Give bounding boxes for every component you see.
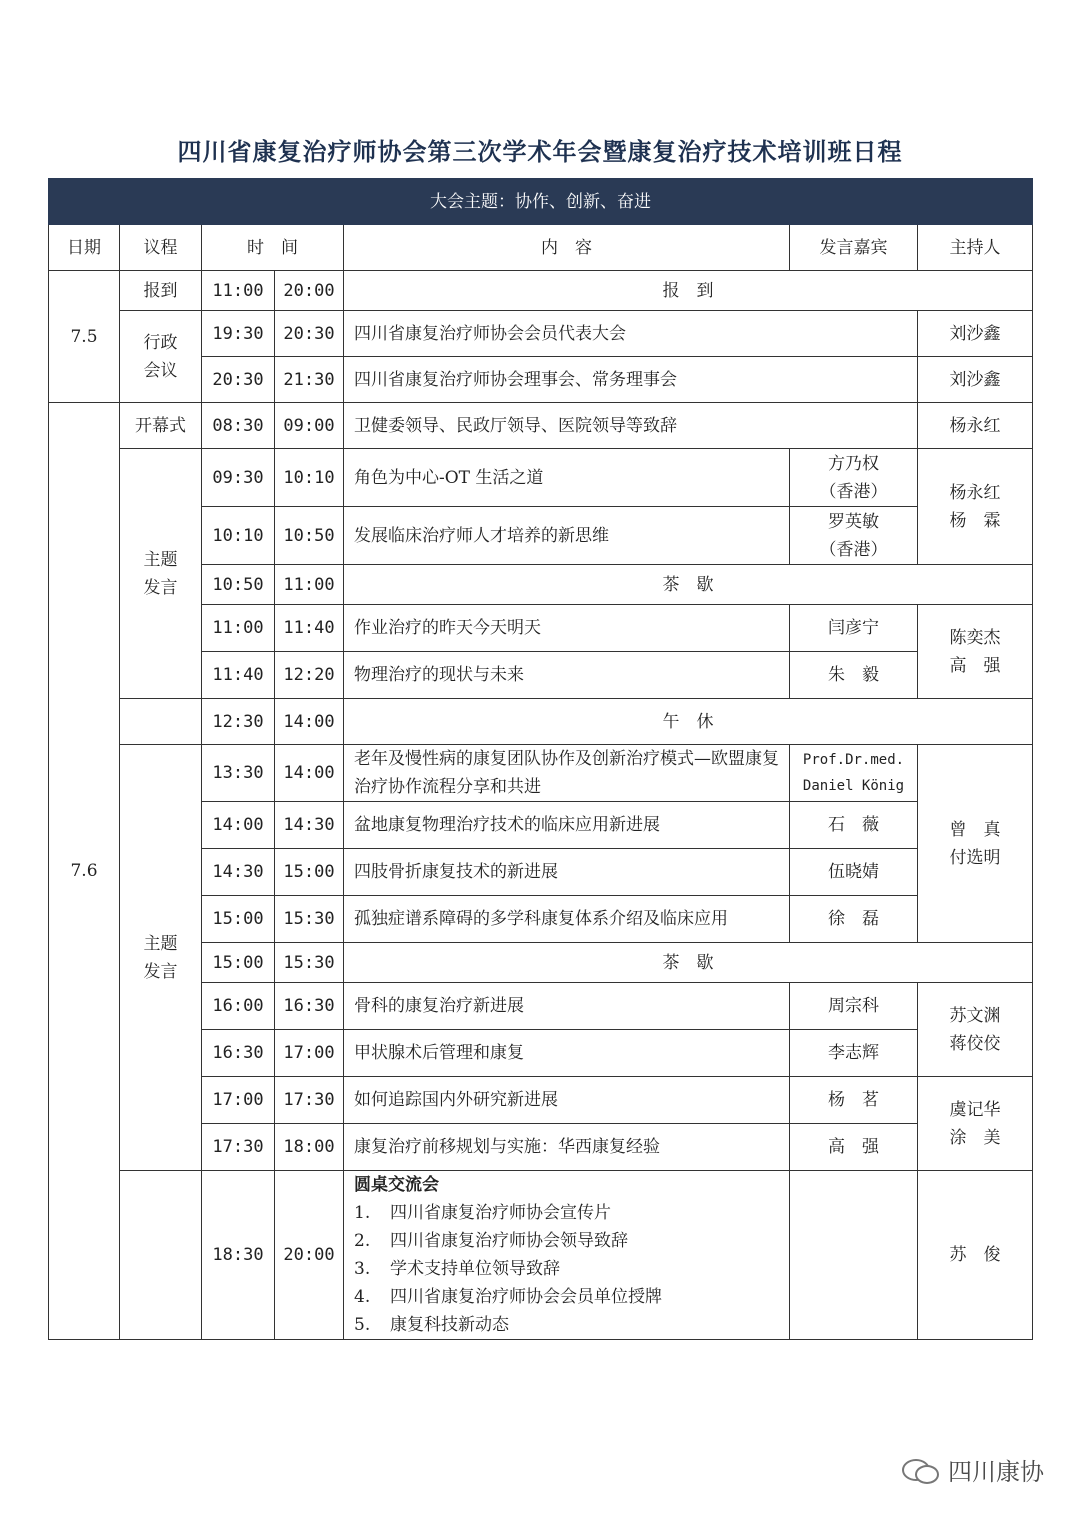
end-time: 15:30 <box>275 896 344 943</box>
agenda-cell: 主题发言 <box>120 745 202 1171</box>
wechat-watermark <box>902 1452 1044 1487</box>
start-time: 13:30 <box>202 745 275 802</box>
speaker-cell: 周宗科 <box>790 983 918 1030</box>
content-cell: 骨科的康复治疗新进展 <box>344 983 790 1030</box>
content-cell: 四川省康复治疗师协会会员代表大会 <box>344 311 918 357</box>
speaker-cell: 高 强 <box>790 1124 918 1171</box>
host-cell: 虞记华 涂 美 <box>918 1077 1033 1171</box>
agenda-cell <box>120 699 202 745</box>
agenda-cell: 主题发言 <box>120 449 202 699</box>
content-cell: 盆地康复物理治疗技术的临床应用新进展 <box>344 802 790 849</box>
content-cell: 发展临床治疗师人才培养的新思维 <box>344 507 790 565</box>
table-row <box>49 403 1033 449</box>
agenda-cell: 开幕式 <box>120 403 202 449</box>
content-cell: 四肢骨折康复技术的新进展 <box>344 849 790 896</box>
roundtable-list <box>354 1199 783 1339</box>
start-time: 11:00 <box>202 605 275 652</box>
end-time: 18:00 <box>275 1124 344 1171</box>
content-cell: 茶 歇 <box>344 565 1033 605</box>
host-cell: 杨永红 <box>918 403 1033 449</box>
agenda-cell: 行政会议 <box>120 311 202 403</box>
content-cell: 茶 歇 <box>344 943 1033 983</box>
content-cell: 康复治疗前移规划与实施：华西康复经验 <box>344 1124 790 1171</box>
end-time: 14:00 <box>275 745 344 802</box>
table-row <box>49 311 1033 357</box>
start-time: 14:30 <box>202 849 275 896</box>
end-time: 15:30 <box>275 943 344 983</box>
start-time: 18:30 <box>202 1171 275 1340</box>
start-time: 17:30 <box>202 1124 275 1171</box>
header-date: 日期 <box>49 225 120 271</box>
start-time: 12:30 <box>202 699 275 745</box>
end-time: 14:00 <box>275 699 344 745</box>
start-time: 15:00 <box>202 943 275 983</box>
header-content: 内 容 <box>344 225 790 271</box>
list-item: 5. 康复科技新动态 <box>354 1315 509 1335</box>
end-time: 14:30 <box>275 802 344 849</box>
end-time: 10:10 <box>275 449 344 507</box>
end-time: 20:30 <box>275 311 344 357</box>
schedule-table <box>48 178 1033 1340</box>
roundtable-title: 圆桌交流会 <box>354 1175 439 1195</box>
start-time: 10:50 <box>202 565 275 605</box>
speaker-cell: 徐 磊 <box>790 896 918 943</box>
start-time: 17:00 <box>202 1077 275 1124</box>
speaker-cell: 石 薇 <box>790 802 918 849</box>
start-time: 09:30 <box>202 449 275 507</box>
content-cell: 午 休 <box>344 699 1033 745</box>
agenda-cell: 报到 <box>120 271 202 311</box>
content-cell: 报 到 <box>344 271 1033 311</box>
content-cell: 作业治疗的昨天今天明天 <box>344 605 790 652</box>
date-cell: 7.5 <box>49 271 120 403</box>
speaker-cell: Prof.Dr.med. Daniel König <box>790 745 918 802</box>
start-time: 19:30 <box>202 311 275 357</box>
speaker-cell: 罗英敏（香港） <box>790 507 918 565</box>
content-cell: 角色为中心-OT 生活之道 <box>344 449 790 507</box>
host-cell: 刘沙鑫 <box>918 357 1033 403</box>
speaker-cell: 方乃权（香港） <box>790 449 918 507</box>
speaker-cell: 闫彦宁 <box>790 605 918 652</box>
header-host: 主持人 <box>918 225 1033 271</box>
table-row <box>49 745 1033 802</box>
speaker-cell <box>790 1171 918 1340</box>
list-item: 3. 学术支持单位领导致辞 <box>354 1259 560 1279</box>
speaker-cell: 伍晓婧 <box>790 849 918 896</box>
list-item: 1. 四川省康复治疗师协会宣传片 <box>354 1203 611 1223</box>
content-cell: 孤独症谱系障碍的多学科康复体系介绍及临床应用 <box>344 896 790 943</box>
speaker-cell: 李志辉 <box>790 1030 918 1077</box>
header-agenda: 议程 <box>120 225 202 271</box>
roundtable-cell <box>344 1171 790 1340</box>
agenda-cell <box>120 1171 202 1340</box>
start-time: 15:00 <box>202 896 275 943</box>
host-cell: 杨永红 杨 霖 <box>918 449 1033 565</box>
table-row <box>49 449 1033 507</box>
end-time: 10:50 <box>275 507 344 565</box>
content-cell: 老年及慢性病的康复团队协作及创新治疗模式—欧盟康复治疗协作流程分享和共进 <box>344 745 790 802</box>
wechat-icon <box>902 1455 940 1485</box>
end-time: 21:30 <box>275 357 344 403</box>
end-time: 12:20 <box>275 652 344 699</box>
speaker-cell: 杨 茗 <box>790 1077 918 1124</box>
host-cell: 曾 真 付选明 <box>918 745 1033 943</box>
end-time: 09:00 <box>275 403 344 449</box>
start-time: 14:00 <box>202 802 275 849</box>
host-cell: 陈奕杰 高 强 <box>918 605 1033 699</box>
start-time: 11:00 <box>202 271 275 311</box>
header-time: 时 间 <box>202 225 344 271</box>
start-time: 20:30 <box>202 357 275 403</box>
conference-theme: 大会主题：协作、创新、奋进 <box>49 179 1033 225</box>
page-title: 四川省康复治疗师协会第三次学术年会暨康复治疗技术培训班日程 <box>177 138 903 166</box>
list-item: 2. 四川省康复治疗师协会领导致辞 <box>354 1231 628 1251</box>
table-row <box>49 1171 1033 1340</box>
header-row <box>49 225 1033 271</box>
start-time: 16:30 <box>202 1030 275 1077</box>
date-cell: 7.6 <box>49 403 120 1340</box>
content-cell: 甲状腺术后管理和康复 <box>344 1030 790 1077</box>
end-time: 20:00 <box>275 1171 344 1340</box>
content-cell: 卫健委领导、民政厅领导、医院领导等致辞 <box>344 403 918 449</box>
end-time: 17:00 <box>275 1030 344 1077</box>
list-item: 4. 四川省康复治疗师协会会员单位授牌 <box>354 1287 662 1307</box>
content-cell: 物理治疗的现状与未来 <box>344 652 790 699</box>
start-time: 08:30 <box>202 403 275 449</box>
start-time: 11:40 <box>202 652 275 699</box>
table-row <box>49 271 1033 311</box>
account-name: 四川康协 <box>948 1458 1044 1486</box>
host-cell: 刘沙鑫 <box>918 311 1033 357</box>
end-time: 11:00 <box>275 565 344 605</box>
end-time: 20:00 <box>275 271 344 311</box>
speaker-cell: 朱 毅 <box>790 652 918 699</box>
end-time: 16:30 <box>275 983 344 1030</box>
end-time: 17:30 <box>275 1077 344 1124</box>
header-speaker: 发言嘉宾 <box>790 225 918 271</box>
end-time: 15:00 <box>275 849 344 896</box>
table-row <box>49 699 1033 745</box>
host-cell: 苏 俊 <box>918 1171 1033 1340</box>
content-cell: 如何追踪国内外研究新进展 <box>344 1077 790 1124</box>
end-time: 11:40 <box>275 605 344 652</box>
content-cell: 四川省康复治疗师协会理事会、常务理事会 <box>344 357 918 403</box>
start-time: 16:00 <box>202 983 275 1030</box>
start-time: 10:10 <box>202 507 275 565</box>
host-cell: 苏文渊 蒋佼佼 <box>918 983 1033 1077</box>
